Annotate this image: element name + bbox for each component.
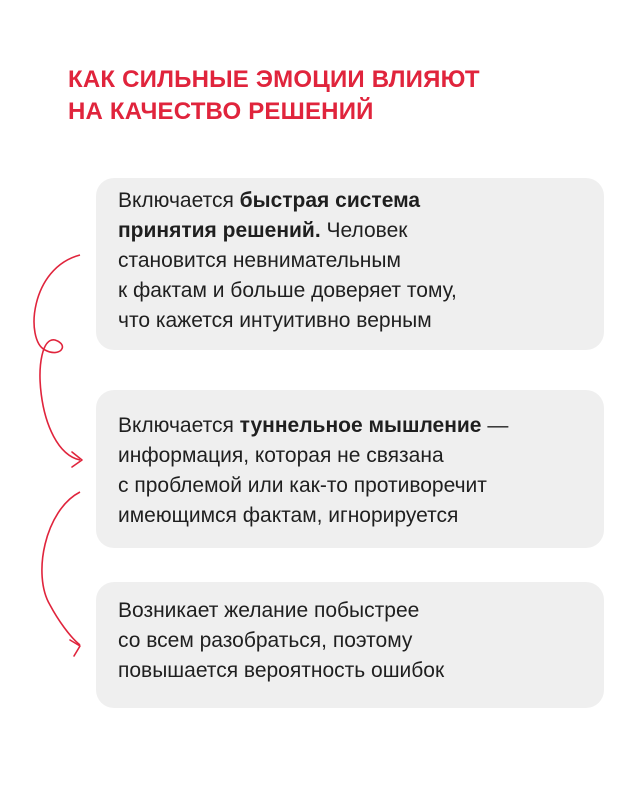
card-line: повышается вероятность ошибок bbox=[118, 659, 445, 682]
card-line: становится невнимательным bbox=[118, 249, 401, 272]
card-fast-decision-system bbox=[96, 178, 604, 350]
card-line: Включается быстрая система bbox=[118, 189, 421, 212]
card-tunnel-thinking bbox=[96, 390, 604, 548]
arrowhead-icon bbox=[70, 640, 80, 656]
card-line: что кажется интуитивно верным bbox=[118, 309, 432, 332]
card-line: информация, которая не связана bbox=[118, 444, 444, 467]
title-line-2: НА КАЧЕСТВО РЕШЕНИЙ bbox=[68, 98, 374, 125]
card-line: с проблемой или как-то противоречит bbox=[118, 474, 487, 497]
card-line: со всем разобраться, поэтому bbox=[118, 629, 413, 652]
title-line-1: КАК СИЛЬНЫЕ ЭМОЦИИ ВЛИЯЮТ bbox=[68, 66, 480, 93]
card-rush-errors bbox=[96, 582, 604, 708]
connector-arrow-2 bbox=[42, 492, 80, 645]
card-line: к фактам и больше доверяет тому, bbox=[118, 279, 457, 302]
card-line: Возникает желание побыстрее bbox=[118, 599, 420, 622]
card-line: имеющимся фактам, игнорируется bbox=[118, 504, 459, 527]
card-line: Включается туннельное мышление — bbox=[118, 414, 509, 437]
card-line: принятия решений. Человек bbox=[118, 219, 408, 242]
connector-arrow-1 bbox=[34, 255, 80, 460]
